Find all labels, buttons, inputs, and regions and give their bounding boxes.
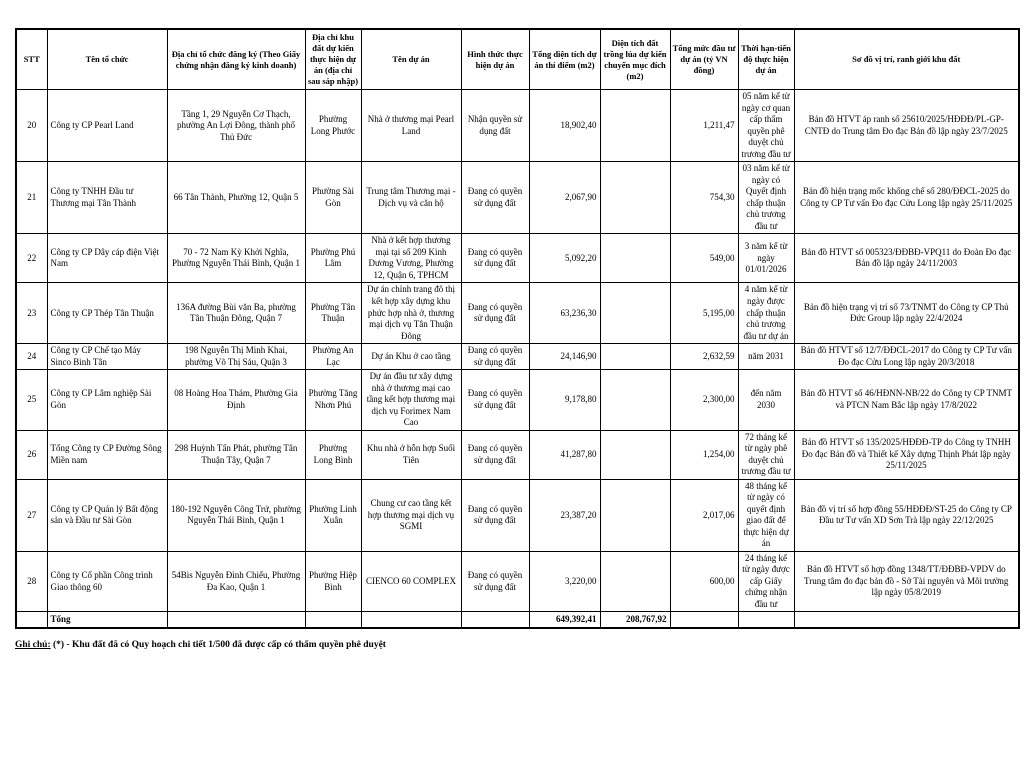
cell-land-address: Phường Long Bình xyxy=(305,430,361,479)
cell-project-name: Dự án đầu tư xây dựng nhà ở thương mại cao tầng kết hợp thương mại dịch vụ Forimex Nam Cao xyxy=(361,370,461,431)
cell-map-info: Bản đồ hiện trạng vị trí số 73/TNMT do Công ty CP Thủ Đức Group lập ngày 22/4/2024 xyxy=(794,283,1019,344)
cell-duration: đến năm 2030 xyxy=(738,370,794,431)
cell-duration: năm 2031 xyxy=(738,344,794,370)
cell-total-area: 41,287,80 xyxy=(529,430,600,479)
table-row xyxy=(16,162,1019,234)
table-row xyxy=(16,370,1019,431)
total-rice-area-value: 208,767,92 xyxy=(600,612,670,629)
col-header-investment: Tổng mức đầu tư dự án (tỷ VN đồng) xyxy=(670,29,738,90)
cell-org-name: Tổng Công ty CP Đường Sông Miền nam xyxy=(47,430,167,479)
cell-rice-area xyxy=(600,344,670,370)
col-header-duration: Thời hạn-tiến độ thực hiện dự án xyxy=(738,29,794,90)
table-row xyxy=(16,551,1019,612)
cell-land-address: Phường Tân Thuận xyxy=(305,283,361,344)
cell-rice-area xyxy=(600,283,670,344)
cell-land-address: Phường Phú Lâm xyxy=(305,234,361,283)
total-row-stt-cell xyxy=(16,612,47,629)
cell-total-area: 5,092,20 xyxy=(529,234,600,283)
cell-map-info: Bản đồ vị trí số hợp đồng 55/HĐĐĐ/ST-25 do Công ty CP Đầu tư Tư vấn XD Sơn Trà lập ngày 22/12/2025 xyxy=(794,479,1019,551)
cell-stt: 27 xyxy=(16,479,47,551)
total-row-empty-cell xyxy=(305,612,361,629)
footnote xyxy=(15,640,1018,650)
cell-map-info: Bản đồ HTVT số 005323/ĐĐBĐ-VPQ11 do Đoàn Đo đạc Bản đồ lập ngày 24/11/2003 xyxy=(794,234,1019,283)
cell-duration: 48 tháng kể từ ngày có quyết định giao đất để thực hiện dự án xyxy=(738,479,794,551)
cell-rice-area xyxy=(600,370,670,431)
col-header-total-area: Tổng diện tích dự án thí điểm (m2) xyxy=(529,29,600,90)
cell-investment: 1,211,47 xyxy=(670,90,738,162)
col-header-project-name: Tên dự án xyxy=(361,29,461,90)
cell-land-address: Phường Long Phước xyxy=(305,90,361,162)
header-row xyxy=(16,29,1019,90)
cell-reg-address: 198 Nguyễn Thị Minh Khai, phường Võ Thị Sáu, Quận 3 xyxy=(167,344,305,370)
cell-org-name: Công ty CP Thép Tân Thuận xyxy=(47,283,167,344)
cell-map-info: Bản đồ HTVT áp ranh số 25610/2025/HĐĐĐ/PL-GP-CNTĐ do Trung tâm Đo đạc Bản đồ lập ngày 23/7/2025 xyxy=(794,90,1019,162)
table-header xyxy=(16,29,1019,90)
total-row xyxy=(16,612,1019,629)
cell-implementation-form: Đang có quyền sử dụng đất xyxy=(461,370,529,431)
cell-reg-address: Tầng 1, 29 Nguyễn Cơ Thạch, phường An Lợi Đông, thành phố Thủ Đức xyxy=(167,90,305,162)
cell-reg-address: 54Bis Nguyễn Đình Chiểu, Phường Đa Kao, Quận 1 xyxy=(167,551,305,612)
cell-total-area: 23,387,20 xyxy=(529,479,600,551)
cell-stt: 28 xyxy=(16,551,47,612)
cell-duration: 72 tháng kể từ ngày phê duyệt chủ trương đầu tư xyxy=(738,430,794,479)
cell-investment: 2,300,00 xyxy=(670,370,738,431)
cell-stt: 24 xyxy=(16,344,47,370)
cell-land-address: Phường Linh Xuân xyxy=(305,479,361,551)
cell-implementation-form: Đang có quyền sử dụng đất xyxy=(461,162,529,234)
cell-land-address: Phường Hiệp Bình xyxy=(305,551,361,612)
col-header-land-address: Địa chỉ khu đất dự kiến thực hiện dự án (địa chỉ sau sáp nhập) xyxy=(305,29,361,90)
cell-map-info: Bản đồ HTVT số hợp đồng 1348/TT/ĐĐBĐ-VPDV do Trung tâm đo đạc bản đồ - Sở Tài nguyên và Môi trường lập ngày 05/8/2019 xyxy=(794,551,1019,612)
projects-table xyxy=(15,28,1020,629)
cell-implementation-form: Đang có quyền sử dụng đất xyxy=(461,551,529,612)
cell-rice-area xyxy=(600,234,670,283)
cell-total-area: 9,178,80 xyxy=(529,370,600,431)
cell-project-name: Chung cư cao tầng kết hợp thương mại dịch vụ SGMI xyxy=(361,479,461,551)
cell-implementation-form: Đang có quyền sử dụng đất xyxy=(461,430,529,479)
total-row-label: Tổng xyxy=(47,612,167,629)
cell-project-name: Dự án chỉnh trang đô thị kết hợp xây dựng khu phức hợp nhà ở, thương mại dịch vụ Tân Thuận Đông xyxy=(361,283,461,344)
cell-stt: 25 xyxy=(16,370,47,431)
total-row-empty-cell xyxy=(794,612,1019,629)
cell-stt: 21 xyxy=(16,162,47,234)
cell-investment: 600,00 xyxy=(670,551,738,612)
cell-map-info: Bản đồ HTVT số 135/2025/HĐĐĐ-TP do Công ty TNHH Đo đạc Bản đồ và Thiết kế Xây dựng Thịnh Phát lập ngày 25/11/2025 xyxy=(794,430,1019,479)
cell-total-area: 2,067,90 xyxy=(529,162,600,234)
cell-implementation-form: Đang có quyền sử dụng đất xyxy=(461,479,529,551)
cell-investment: 549,00 xyxy=(670,234,738,283)
cell-org-name: Công ty CP Dây cáp điện Việt Nam xyxy=(47,234,167,283)
total-row-empty-cell xyxy=(670,612,738,629)
cell-stt: 23 xyxy=(16,283,47,344)
table-row xyxy=(16,430,1019,479)
table-body xyxy=(16,90,1019,612)
cell-org-name: Công ty CP Lâm nghiệp Sài Gòn xyxy=(47,370,167,431)
cell-reg-address: 08 Hoàng Hoa Thám, Phường Gia Định xyxy=(167,370,305,431)
cell-total-area: 24,146,90 xyxy=(529,344,600,370)
table-row xyxy=(16,234,1019,283)
cell-org-name: Công ty Cổ phần Công trình Giao thông 60 xyxy=(47,551,167,612)
cell-stt: 26 xyxy=(16,430,47,479)
cell-implementation-form: Đang có quyền sử dụng đất xyxy=(461,344,529,370)
cell-project-name: Dự án Khu ở cao tầng xyxy=(361,344,461,370)
cell-reg-address: 298 Huỳnh Tấn Phát, phường Tân Thuận Tây, Quận 7 xyxy=(167,430,305,479)
cell-investment: 1,254,00 xyxy=(670,430,738,479)
cell-land-address: Phường Sài Gòn xyxy=(305,162,361,234)
cell-rice-area xyxy=(600,90,670,162)
cell-rice-area xyxy=(600,430,670,479)
cell-rice-area xyxy=(600,551,670,612)
cell-duration: 4 năm kể từ ngày được chấp thuận chủ trương đầu tư dự án xyxy=(738,283,794,344)
table-row xyxy=(16,479,1019,551)
cell-duration: 03 năm kể từ ngày có Quyết định chấp thuận chủ trương đầu tư xyxy=(738,162,794,234)
cell-map-info: Bản đồ hiện trạng mốc khống chế số 280/ĐĐCL-2025 do Công ty CP Tư vấn Đo đạc Cửu Long lập ngày 25/11/2025 xyxy=(794,162,1019,234)
cell-org-name: Công ty CP Pearl Land xyxy=(47,90,167,162)
col-header-rice-area: Diện tích đất trồng lúa dự kiến chuyển mục đích (m2) xyxy=(600,29,670,90)
total-area-value: 649,392,41 xyxy=(529,612,600,629)
cell-project-name: Nhà ở kết hợp thương mại tại số 209 Kinh Dương Vương, Phường 12, Quận 6, TPHCM xyxy=(361,234,461,283)
col-header-org-name: Tên tổ chức xyxy=(47,29,167,90)
cell-reg-address: 70 - 72 Nam Kỳ Khởi Nghĩa, Phường Nguyễn Thái Bình, Quận 1 xyxy=(167,234,305,283)
cell-map-info: Bản đồ HTVT số 12/7/ĐĐCL-2017 do Công ty CP Tư vấn Đo đạc Cửu Long lập ngày 20/3/2018 xyxy=(794,344,1019,370)
cell-org-name: Công ty CP Chế tạo Máy Sinco Bình Tân xyxy=(47,344,167,370)
cell-total-area: 18,902,40 xyxy=(529,90,600,162)
cell-duration: 3 năm kể từ ngày 01/01/2026 xyxy=(738,234,794,283)
cell-reg-address: 66 Tân Thành, Phường 12, Quận 5 xyxy=(167,162,305,234)
cell-stt: 22 xyxy=(16,234,47,283)
cell-investment: 2,632,59 xyxy=(670,344,738,370)
cell-investment: 754,30 xyxy=(670,162,738,234)
cell-stt: 20 xyxy=(16,90,47,162)
total-row-empty-cell xyxy=(738,612,794,629)
cell-land-address: Phường An Lạc xyxy=(305,344,361,370)
cell-total-area: 63,236,30 xyxy=(529,283,600,344)
cell-rice-area xyxy=(600,162,670,234)
cell-duration: 05 năm kể từ ngày cơ quan cấp thẩm quyền phê duyệt chủ trương đầu tư xyxy=(738,90,794,162)
col-header-stt: STT xyxy=(16,29,47,90)
cell-rice-area xyxy=(600,479,670,551)
cell-reg-address: 180-192 Nguyễn Công Trứ, phường Nguyễn Thái Bình, Quận 1 xyxy=(167,479,305,551)
table-row xyxy=(16,283,1019,344)
table-footer xyxy=(16,612,1019,629)
cell-project-name: Khu nhà ở hỗn hợp Suối Tiên xyxy=(361,430,461,479)
cell-map-info: Bản đồ HTVT số 46/HĐNN-NB/22 do Công ty CP TNMT và PTCN Nam Bắc lập ngày 17/8/2022 xyxy=(794,370,1019,431)
cell-total-area: 3,220,00 xyxy=(529,551,600,612)
cell-project-name: CIENCO 60 COMPLEX xyxy=(361,551,461,612)
cell-org-name: Công ty CP Quản lý Bất động sản và Đầu tư Sài Gòn xyxy=(47,479,167,551)
cell-org-name: Công ty TNHH Đầu tư Thương mại Tân Thành xyxy=(47,162,167,234)
cell-land-address: Phường Tăng Nhơn Phú xyxy=(305,370,361,431)
total-row-empty-cell xyxy=(461,612,529,629)
footnote-text: (*) - Khu đất đã có Quy hoạch chi tiết 1/500 đã được cấp có thẩm quyền phê duyệt xyxy=(50,640,386,651)
cell-investment: 5,195,00 xyxy=(670,283,738,344)
cell-project-name: Nhà ở thương mại Pearl Land xyxy=(361,90,461,162)
cell-duration: 24 tháng kể từ ngày được cấp Giấy chứng nhận đầu tư xyxy=(738,551,794,612)
table-row xyxy=(16,344,1019,370)
col-header-implementation-form: Hình thức thực hiện dự án xyxy=(461,29,529,90)
cell-implementation-form: Đang có quyền sử dụng đất xyxy=(461,234,529,283)
col-header-map-info: Sơ đồ vị trí, ranh giới khu đất xyxy=(794,29,1019,90)
total-row-empty-cell xyxy=(361,612,461,629)
cell-project-name: Trung tâm Thương mại - Dịch vụ và căn hộ xyxy=(361,162,461,234)
cell-implementation-form: Đang có quyền sử dụng đất xyxy=(461,283,529,344)
col-header-reg-address: Địa chỉ tổ chức đăng ký (Theo Giấy chứng nhận đăng ký kinh doanh) xyxy=(167,29,305,90)
cell-implementation-form: Nhận quyền sử dụng đất xyxy=(461,90,529,162)
footnote-label: Ghi chú: xyxy=(15,640,51,651)
table-row xyxy=(16,90,1019,162)
cell-reg-address: 136A đường Bùi văn Ba, phường Tân Thuận Đông, Quận 7 xyxy=(167,283,305,344)
cell-investment: 2,017,06 xyxy=(670,479,738,551)
total-row-empty-cell xyxy=(167,612,305,629)
